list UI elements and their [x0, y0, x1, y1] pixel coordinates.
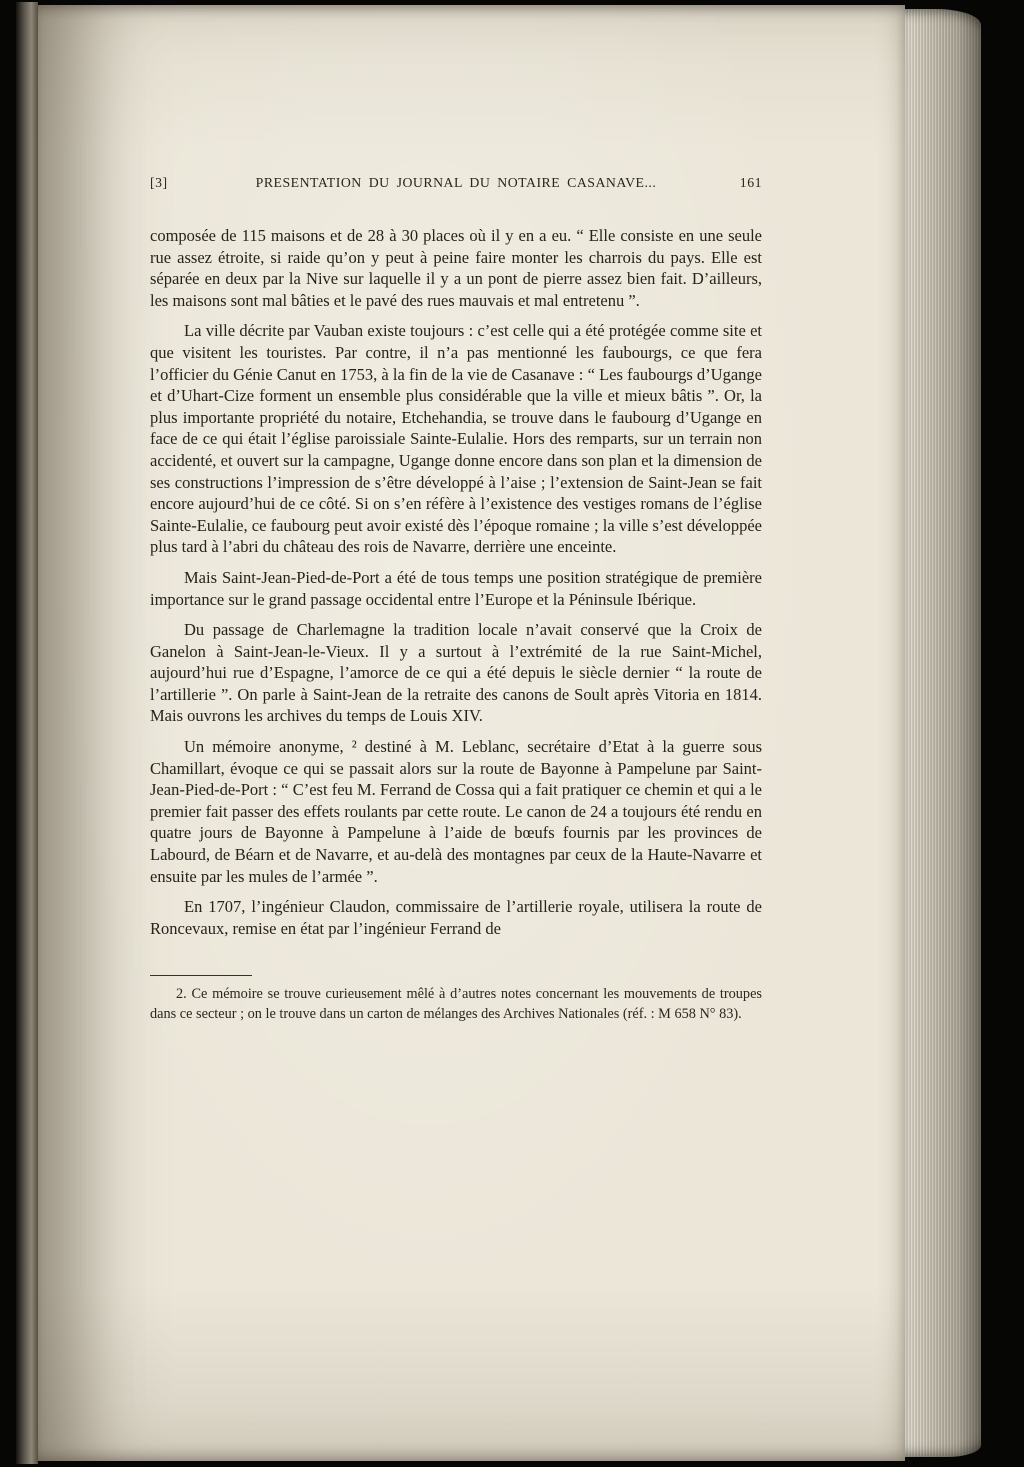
page-number: 161	[739, 175, 762, 190]
footnote-text: 2. Ce mémoire se trouve curieusement mêlé à d’autres notes concernant les mouvements de troupes dans ce secteur ; on le trouve dans un carton de mélanges des Archives Nationales (réf. : M 658 N° 83).	[150, 986, 762, 1022]
page-edges-stack	[905, 9, 981, 1457]
paragraph: Du passage de Charlemagne la tradition locale n’avait conservé que la Croix de Ganelon à Saint-Jean-le-Vieux. Il y a surtout à l’extrémité de la rue Saint-Michel, aujourd’hui rue d’Espagne, l’amorce de ce qui a été depuis le siècle dernier “ la route de l’artillerie ”. On parle à Saint-Jean de la retraite des canons de Soult après Vitoria en 1814. Mais ouvrons les archives du temps de Louis XIV.	[150, 620, 762, 726]
paragraph: Un mémoire anonyme, ² destiné à M. Leblanc, secrétaire d’Etat à la guerre sous Chamillart, évoque ce qui se passait alors sur la route de Bayonne à Pampelune par Saint-Jean-Pied-de-Port : “ C’est feu M. Ferrand de Cossa qui a fait pratiquer ce chemin et qui a le premier fait passer des effets roulants par cette route. Le canon de 24 a toujours été rendu en quatre jours de Bayonne à Pampelune à l’aide de bœufs fournis par les provinces de Labourd, de Béarn et de Navarre, et au-delà des montagnes par ceux de la Haute-Navarre et ensuite par les mules de l’armée ”.	[150, 737, 762, 886]
paragraph: composée de 115 maisons et de 28 à 30 places où il y en a eu. “ Elle consiste en une seule rue assez étroite, si raide qu’on y peut à peine faire monter les charrois du pays. Elle est séparée en deux par la Nive sur laquelle il y a un pont de pierre assez bien fait. D’ailleurs, les maisons sont mal bâties et le pavé des rues mauvais et mal entretenu ”.	[150, 226, 762, 310]
page-header	[150, 175, 762, 191]
body-text	[150, 225, 762, 939]
footnote	[150, 975, 762, 1024]
paragraph: Mais Saint-Jean-Pied-de-Port a été de tous temps une position stratégique de première importance sur le grand passage occidental entre l’Europe et la Péninsule Ibérique.	[150, 567, 762, 609]
book-page	[38, 5, 905, 1461]
paragraph: La ville décrite par Vauban existe toujours : c’est celle qui a été protégée comme site et que visitent les touristes. Par contre, il n’a pas mentionné les faubourgs, ce que fera l’officier du Génie Canut en 1753, à la fin de la vie de Casanave : “ Les faubourgs d’Ugange et d’Uhart-Cize forment un ensemble plus considérable que la ville et mieux bâtis ”. Or, la plus importante propriété du notaire, Etchehandia, se trouve dans le faubourg d’Ugange en face de ce qui était l’église paroissiale Sainte-Eulalie. Hors des remparts, sur un terrain non accidenté, et ouvert sur la campagne, Ugange donne encore dans son plan et la dimension de ses constructions l’impression de s’être développé à l’aise ; l’extension de Saint-Jean se fait encore aujourd’hui de ce côté. Si on s’en réfère à l’existence des vestiges romans de l’église Sainte-Eulalie, ce faubourg peut avoir existé dès l’époque romaine ; la ville s’est développée plus tard à l’abri du château des rois de Navarre, derrière une enceinte.	[150, 321, 762, 557]
page-content	[150, 175, 762, 1025]
section-number: [3]	[150, 175, 168, 190]
running-title: PRESENTATION DU JOURNAL DU NOTAIRE CASANAVE...	[255, 175, 657, 190]
footnote-rule	[150, 975, 252, 976]
book-spine-edge	[16, 2, 38, 1464]
paragraph: En 1707, l’ingénieur Claudon, commissaire de l’artillerie royale, utilisera la route de Roncevaux, remise en état par l’ingénieur Ferrand de	[150, 897, 762, 938]
